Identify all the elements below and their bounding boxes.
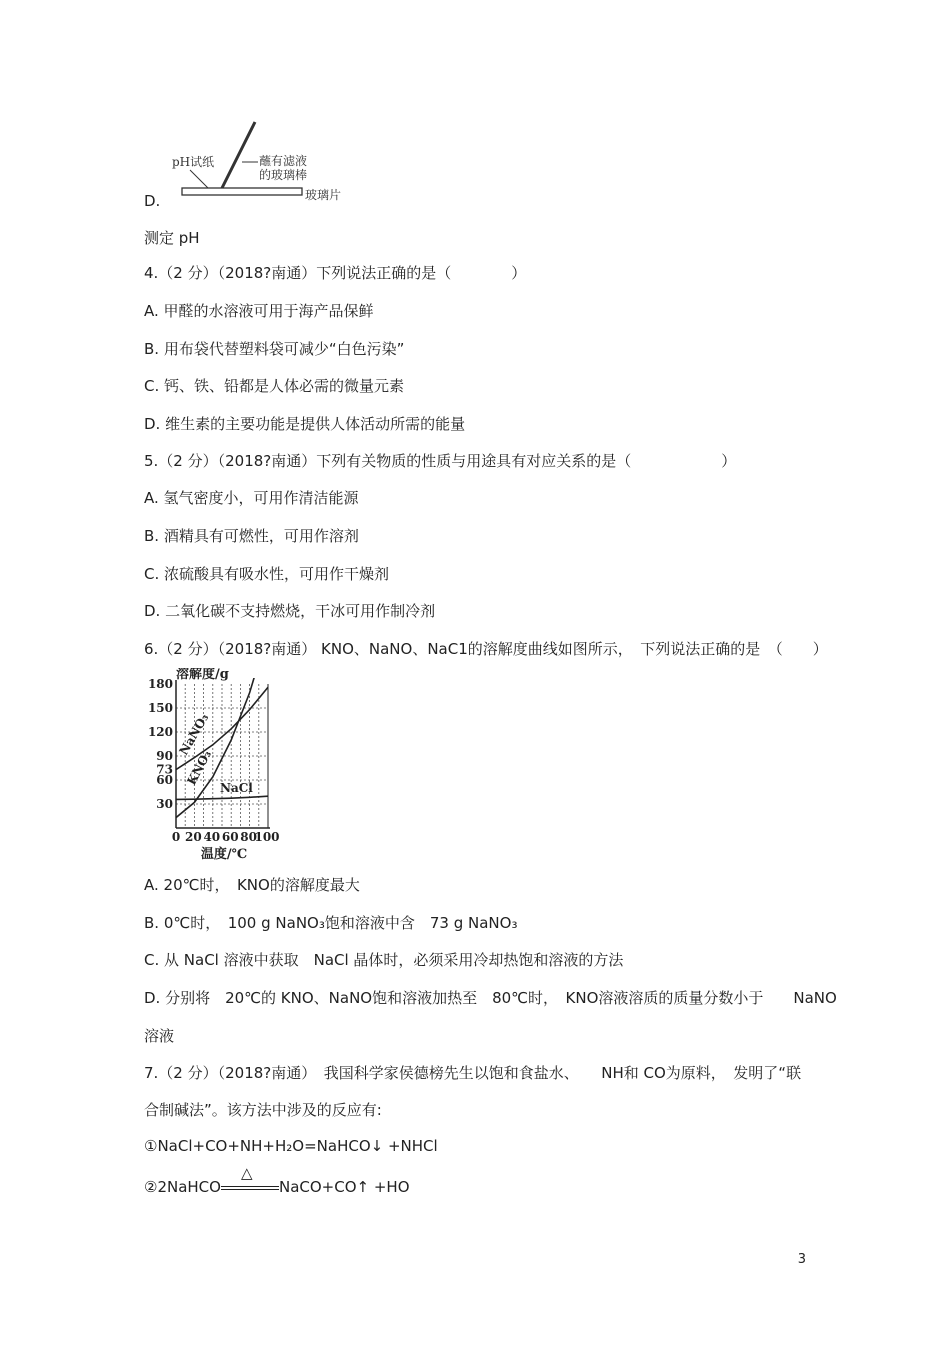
y-tick-label: 120 [147, 725, 173, 739]
x-tick-label: 60 [221, 830, 239, 844]
glass-slide [182, 188, 302, 195]
x-tick-label: 0 [171, 830, 181, 844]
q6-option-c: C. 从 NaCl 溶液中获取 NaCl 晶体时，必须采用冷却热饱和溶液的方法 [144, 951, 624, 969]
y-tick-label: 90 [156, 749, 173, 763]
page-number: 3 [797, 1252, 806, 1267]
q5-stem: 5.（2 分）（2018?南通）下列有关物质的性质与用途具有对应关系的是（ ） [144, 452, 737, 470]
q6-stem: 6.（2 分）（2018?南通） KNO、NaNO、NaC1的溶解度曲线如图所示， 下列说法正确的是 （ ） [144, 640, 828, 658]
x-tick-label: 100 [254, 830, 280, 844]
q4-option-c: C. 钙、铁、铅都是人体必需的微量元素 [144, 377, 405, 395]
x-tick-label: 80 [240, 830, 257, 844]
q6-option-b: B. 0℃时， 100 g NaNO₃饱和溶液中含 73 g NaNO₃ [144, 914, 518, 932]
q6-option-a: A. 20℃时， KNO的溶解度最大 [144, 876, 360, 894]
glass-rod [222, 122, 255, 188]
rod-label-line1: 蘸有滤液 [259, 154, 308, 168]
y-tick-label: 73 [156, 762, 173, 777]
q6-option-d-cont: 溶液 [144, 1027, 175, 1045]
q5-option-d: D. 二氧化碳不支持燃烧，干冰可用作制冷剂 [144, 602, 436, 620]
figure-caption: 测定 pH [144, 229, 200, 247]
q7-reaction-2 [144, 1163, 410, 1196]
reaction-2-arrow [221, 1163, 279, 1196]
q5-option-b: B. 酒精具有可燃性，可用作溶剂 [144, 527, 359, 545]
x-tick-label: 20 [185, 830, 202, 844]
solubility-chart [142, 668, 292, 863]
q4-option-b: B. 用布袋代替塑料袋可减少“白色污染” [144, 340, 405, 358]
series-label-nacl: NaCl [220, 781, 253, 795]
y-tick-label: 60 [156, 773, 173, 787]
figure-option-letter: D. [144, 192, 161, 210]
x-tick-label: 40 [203, 830, 221, 844]
q6-option-d: D. 分别将 20℃的 KNO、NaNO饱和溶液加热至 80℃时， KNO溶液溶质的质量分数小于 NaNO [144, 989, 837, 1007]
glass-slide-label: 玻璃片 [305, 188, 342, 202]
rod-label-line2: 的玻璃棒 [259, 168, 308, 182]
y-tick-label: 150 [147, 701, 173, 715]
q7-stem-line1: 7.（2 分）（2018?南通） 我国科学家侯德榜先生以饱和食盐水、 NH和 CO为原料， 发明了“联 [144, 1064, 802, 1082]
heat-condition: △ [240, 1163, 253, 1182]
chart-title: 溶解度/g [176, 668, 229, 682]
q5-option-a: A. 氢气密度小，可用作清洁能源 [144, 489, 359, 507]
x-axis-label: 温度/℃ [200, 847, 248, 862]
y-tick-label: 180 [147, 677, 173, 691]
reaction-2-products: NaCO+CO↑ +HO [278, 1178, 410, 1196]
q7-stem-line2: 合制碱法”。该方法中涉及的反应有: [144, 1101, 382, 1119]
series-label-nano3: NaNO₃ [176, 711, 212, 758]
ph-paper-pointer [190, 170, 208, 188]
reaction-2-reactant: ②2NaHCO [144, 1178, 221, 1196]
q4-option-a: A. 甲醛的水溶液可用于海产品保鲜 [144, 302, 374, 320]
q5-option-c: C. 浓硫酸具有吸水性，可用作干燥剂 [144, 565, 390, 583]
q4-stem: 4.（2 分）（2018?南通）下列说法正确的是（ ） [144, 264, 527, 282]
q4-option-d: D. 维生素的主要功能是提供人体活动所需的能量 [144, 415, 466, 433]
double-line [221, 1186, 279, 1190]
series-label-kno3: KNO₃ [184, 748, 215, 788]
y-tick-label: 30 [156, 797, 173, 811]
ph-paper-label: pH试纸 [172, 155, 215, 169]
q7-reaction-1: ①NaCl+CO+NH+H₂O=NaHCO↓ +NHCl [144, 1137, 438, 1155]
